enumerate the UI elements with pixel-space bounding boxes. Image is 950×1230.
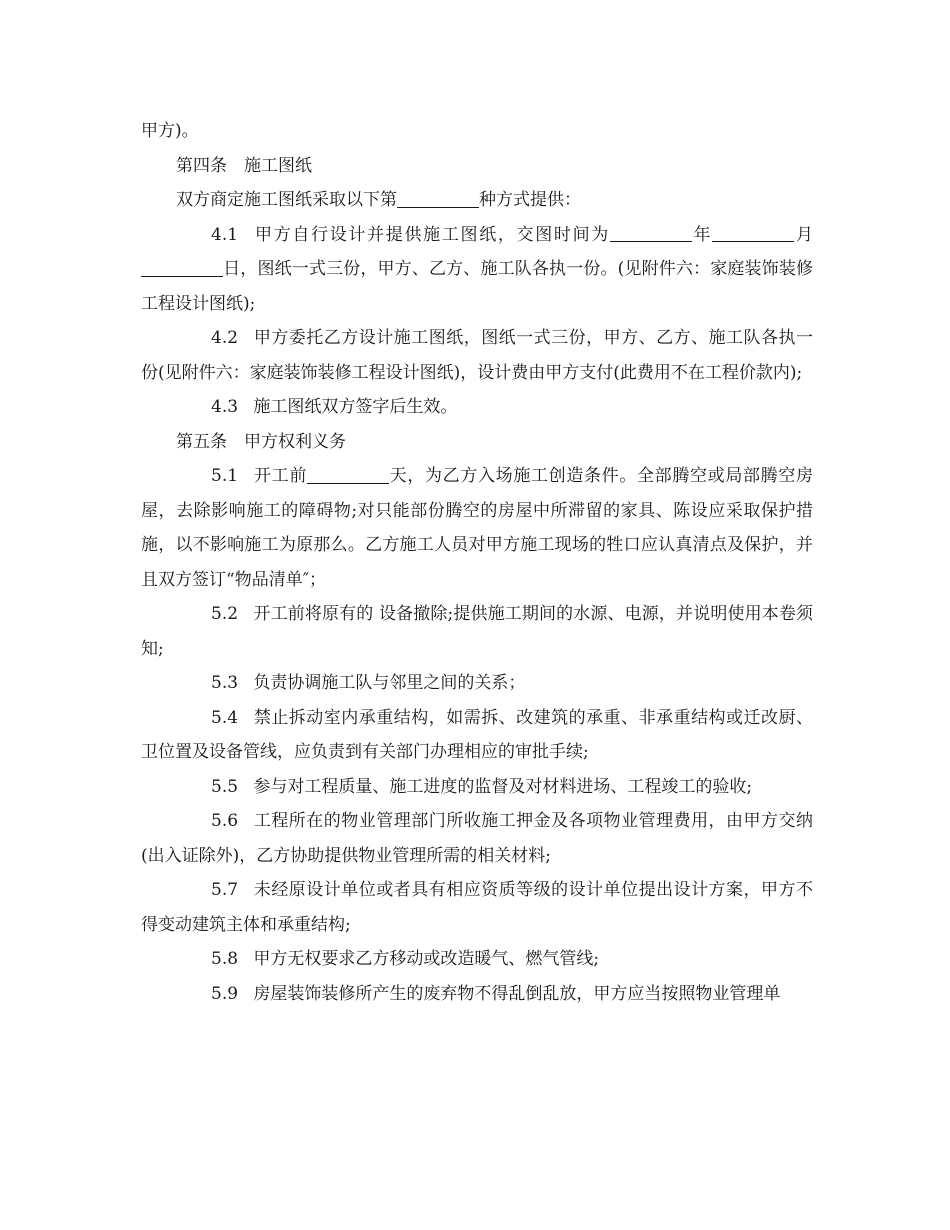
- article-4-heading: [141, 149, 813, 184]
- clause-text: 天，为乙方入场施工创造条件。全部腾空或局部腾空房屋，去除影响施工的障碍物;对只能部份腾空的房屋中所滞留的家具、陈设应采取保护措施，以不影响施工为原那么。乙方施工人员对甲方施工现场的牲口应认真清点及保护，并且双方签订“物品清单″；: [141, 466, 814, 590]
- clause-number: 5.9: [211, 983, 239, 1004]
- clause-text: 禁止拆动室内承重结构，如需拆、改建筑的承重、非承重结构或迁改厨、卫位置及设备管线，应负责到有关部门办理相应的审批手续;: [141, 707, 813, 762]
- clause-number: 4.3: [211, 397, 239, 417]
- clause-5-8: [141, 942, 813, 977]
- paragraph-continuation: [141, 114, 813, 149]
- paragraph-text: 甲方)。: [141, 121, 199, 141]
- clause-5-4: [141, 701, 813, 770]
- clause-text: 开工前: [253, 466, 308, 486]
- clause-number: 5.6: [211, 811, 239, 831]
- clause-text: 甲方无权要求乙方移动或改造暖气、燃气管线;: [253, 949, 600, 969]
- clause-text: 开工前将原有的 设备撤除;提供施工期间的水源、电源，并说明使用本卷须知;: [141, 604, 813, 659]
- clause-text: 年: [691, 224, 713, 245]
- clause-text: 工程所在的物业管理部门所收施工押金及各项物业管理费用，由甲方交纳(出入证除外)，乙方协助提供物业管理所需的相关材料;: [141, 811, 813, 866]
- clause-number: 5.1: [211, 466, 239, 486]
- heading-text: 第五条 甲方权利义务: [176, 431, 346, 452]
- document-body: [141, 114, 813, 1011]
- article-4-intro: [141, 183, 813, 218]
- clause-5-9: [141, 977, 813, 1012]
- fill-in-blank: [397, 190, 479, 208]
- clause-text: 甲方自行设计并提供施工图纸，交图时间为: [253, 224, 610, 245]
- clause-text: 参与对工程质量、施工进度的监督及对材料进场、工程竣工的验收;: [253, 776, 753, 797]
- clause-4-1: [141, 218, 813, 322]
- clause-text: 甲方委托乙方设计施工图纸，图纸一式三份，甲方、乙方、施工队各执一份(见附件六：家庭装饰装修工程设计图纸)，设计费由甲方支付(此费用不在工程价款内);: [141, 328, 813, 383]
- fill-in-blank: [141, 259, 223, 277]
- clause-5-2: [141, 597, 813, 666]
- clause-5-7: [141, 873, 813, 942]
- clause-text: 日，图纸一式三份，甲方、乙方、施工队各执一份。(见附件六：家庭装饰装修工程设计图纸);: [141, 259, 813, 314]
- clause-text: 月: [794, 224, 814, 245]
- clause-4-3: [141, 390, 813, 425]
- clause-number: 5.3: [211, 673, 239, 693]
- clause-number: 4.2: [211, 328, 239, 348]
- article-5-heading: [141, 425, 813, 460]
- clause-5-1: [141, 459, 813, 597]
- clause-text: 负责协调施工队与邻里之间的关系；: [253, 673, 526, 693]
- clause-5-3: [141, 666, 813, 701]
- clause-number: 5.4: [211, 707, 239, 728]
- clause-text: 未经原设计单位或者具有相应资质等级的设计单位提出设计方案，甲方不得变动建筑主体和承重结构;: [141, 880, 813, 935]
- clause-number: 5.7: [211, 880, 239, 900]
- clause-text: 房屋装饰装修所产生的废弃物不得乱倒乱放，甲方应当按照物业管理单: [253, 983, 781, 1004]
- clause-number: 5.5: [211, 776, 239, 797]
- heading-text: 第四条 施工图纸: [176, 155, 312, 176]
- fill-in-blank: [307, 466, 389, 484]
- clause-text: 施工图纸双方签字后生效。: [253, 397, 458, 417]
- paragraph-text: 种方式提供：: [479, 190, 581, 210]
- paragraph-text: 双方商定施工图纸采取以下第: [176, 190, 397, 210]
- clause-number: 5.2: [211, 604, 239, 624]
- clause-4-2: [141, 321, 813, 390]
- clause-number: 4.1: [211, 224, 239, 245]
- fill-in-blank: [610, 224, 692, 242]
- clause-number: 5.8: [211, 949, 239, 969]
- clause-5-5: [141, 770, 813, 805]
- clause-5-6: [141, 804, 813, 873]
- fill-in-blank: [712, 224, 794, 242]
